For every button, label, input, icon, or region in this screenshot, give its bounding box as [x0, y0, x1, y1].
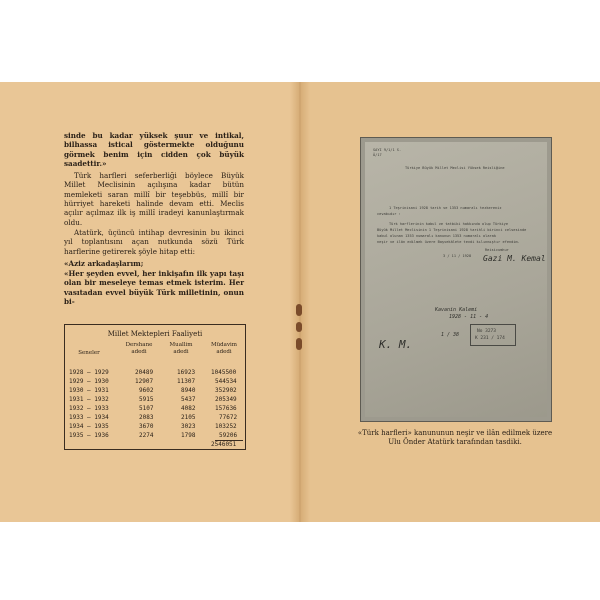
table-cell: 2274 — [139, 432, 154, 439]
table-cell: 4082 — [181, 405, 196, 412]
table-cell: 12907 — [135, 378, 154, 385]
paragraph: «Her şeyden evvel, her inkişafın ilk yapı taşı olan bir meseleye temas etmek isterim. Her vasıtadan evvel büyük Türk milletinin, onun bi- — [64, 269, 244, 307]
paragraph: Türk harfleri seferberliği böylece Büyük Millet Meclisinin açılışına kadar bütün memleketi saran millî bir teşebbüs, millî bir hürriyet hareketi halinde devam etti. Meclis açılır açılmaz ilk iş millî iradeyi kanunlaştırmak oldu. — [64, 171, 244, 227]
doc-addressee: Türkiye Büyük Millet Meclisi Yüksek Reisliğine — [405, 166, 505, 170]
table-cell: 352902 — [215, 387, 237, 394]
photo-caption: «Türk harfleri» kanununun neşir ve ilân edilmek üzere Ulu Önder Atatürk tarafından tasdiki. — [357, 429, 553, 446]
table-cell: 1798 — [181, 432, 196, 439]
doc-signature: Gazi M. Kemal — [483, 254, 546, 263]
binding-stitch — [296, 322, 302, 332]
table-cell: 77672 — [219, 414, 238, 421]
paragraph: «Aziz arkadaşlarım; — [64, 258, 144, 268]
table-cell: 8940 — [181, 387, 196, 394]
table-cell: 2083 — [139, 414, 154, 421]
marginal-initials: K. M. — [379, 338, 413, 351]
statistics-table — [64, 324, 246, 450]
table-row — [65, 414, 245, 422]
table-cell: 1931 — 1932 — [69, 396, 109, 403]
paragraph: sinde bu kadar yüksek şuur ve intikal, bilhassa istical göstermekte olduğunu görmek benim için cidden çok büyük saadettir.» — [64, 131, 244, 168]
table-cell: 1928 — 1929 — [69, 369, 109, 376]
doc-date: 3 / 11 / 1928 — [443, 254, 472, 258]
table-row — [65, 387, 245, 395]
body-text — [64, 131, 244, 307]
table-cell: 11307 — [177, 378, 196, 385]
table-cell: 20489 — [135, 369, 154, 376]
doc-header-line: Ö/17 — [373, 153, 382, 157]
table-row — [65, 432, 245, 440]
table-title: Millet Mektepleri Faaliyeti — [107, 330, 203, 338]
table-header: Seneler — [78, 350, 100, 356]
table-cell: 157636 — [215, 405, 237, 412]
doc-body-line: Büyük Millet Meclisinin 1 Teşrinisani 1928 tarihli birinci celsesinde — [377, 228, 527, 232]
table-cell: 1930 — 1931 — [69, 387, 109, 394]
table-header: Müdavim adedi — [210, 342, 238, 355]
document-paper — [365, 142, 547, 417]
stamp-text: Kavanin Kalemi — [435, 307, 478, 313]
table-total: 2546051 — [211, 441, 237, 448]
table-cell: 1929 — 1930 — [69, 378, 109, 385]
table-header: Muallim adedi — [169, 342, 193, 355]
table-cell: 59206 — [219, 432, 238, 439]
doc-body-line: kabul olunan 1353 numaralı kanunun 1353 numaralı olarak — [377, 234, 496, 238]
document-photo — [360, 137, 552, 422]
stamp-text: 1928 - 11 - 4 — [449, 314, 489, 320]
binding-stitch — [296, 304, 302, 316]
binding-stitch — [296, 338, 302, 350]
doc-header-line: SAYI 9/1/1 S. — [373, 148, 402, 152]
book-gutter — [290, 82, 310, 522]
table-row — [65, 396, 245, 404]
table-row — [65, 405, 245, 413]
table-cell: 544534 — [215, 378, 237, 385]
table-header: Dershane adedi — [125, 342, 153, 355]
doc-body-line: 1 Teşrinisani 1928 tarih ve 1353 numaralı tezkereniz — [389, 206, 502, 210]
registry-stamp — [470, 324, 516, 346]
table-cell: 9602 — [139, 387, 154, 394]
table-row — [65, 423, 245, 431]
marginal-note: 1 / 38 — [441, 332, 460, 338]
table-cell: 1933 — 1934 — [69, 414, 109, 421]
table-cell: 5107 — [139, 405, 154, 412]
table-cell: 1932 — 1933 — [69, 405, 109, 412]
table-cell: 5437 — [181, 396, 196, 403]
doc-body-line: neşir ve ilân edilmek üzere Başvekâlete tevdi kılınmıştır efendim. — [377, 240, 520, 244]
table-row — [65, 369, 245, 377]
table-cell: 1045500 — [211, 369, 237, 376]
table-cell: 2105 — [181, 414, 196, 421]
table-cell: 1934 — 1935 — [69, 423, 109, 430]
doc-body-line: Türk harflerinin kabul ve tatbiki hakkında olup Türkiye — [389, 222, 508, 226]
stamp-text: K 231 / 174 — [475, 336, 505, 341]
stamp-text: No 3273 — [477, 329, 496, 334]
table-cell: 5915 — [139, 396, 154, 403]
table-total-row — [65, 441, 245, 449]
table-cell: 103252 — [215, 423, 237, 430]
table-cell: 205349 — [215, 396, 237, 403]
doc-body-line: cevabıdır : — [377, 212, 401, 216]
paragraph: Atatürk, üçüncü intihap devresinin bu ikinci yıl toplantısını açan nutkunda sözü Türk harflerine getirerek şöyle hitap etti: — [64, 227, 244, 256]
table-row — [65, 378, 245, 386]
table-cell: 3023 — [181, 423, 196, 430]
table-cell: 1935 — 1936 — [69, 432, 109, 439]
doc-signature-label: Reisicumhur — [485, 248, 509, 252]
table-cell: 3670 — [139, 423, 154, 430]
table-cell: 16923 — [177, 369, 196, 376]
